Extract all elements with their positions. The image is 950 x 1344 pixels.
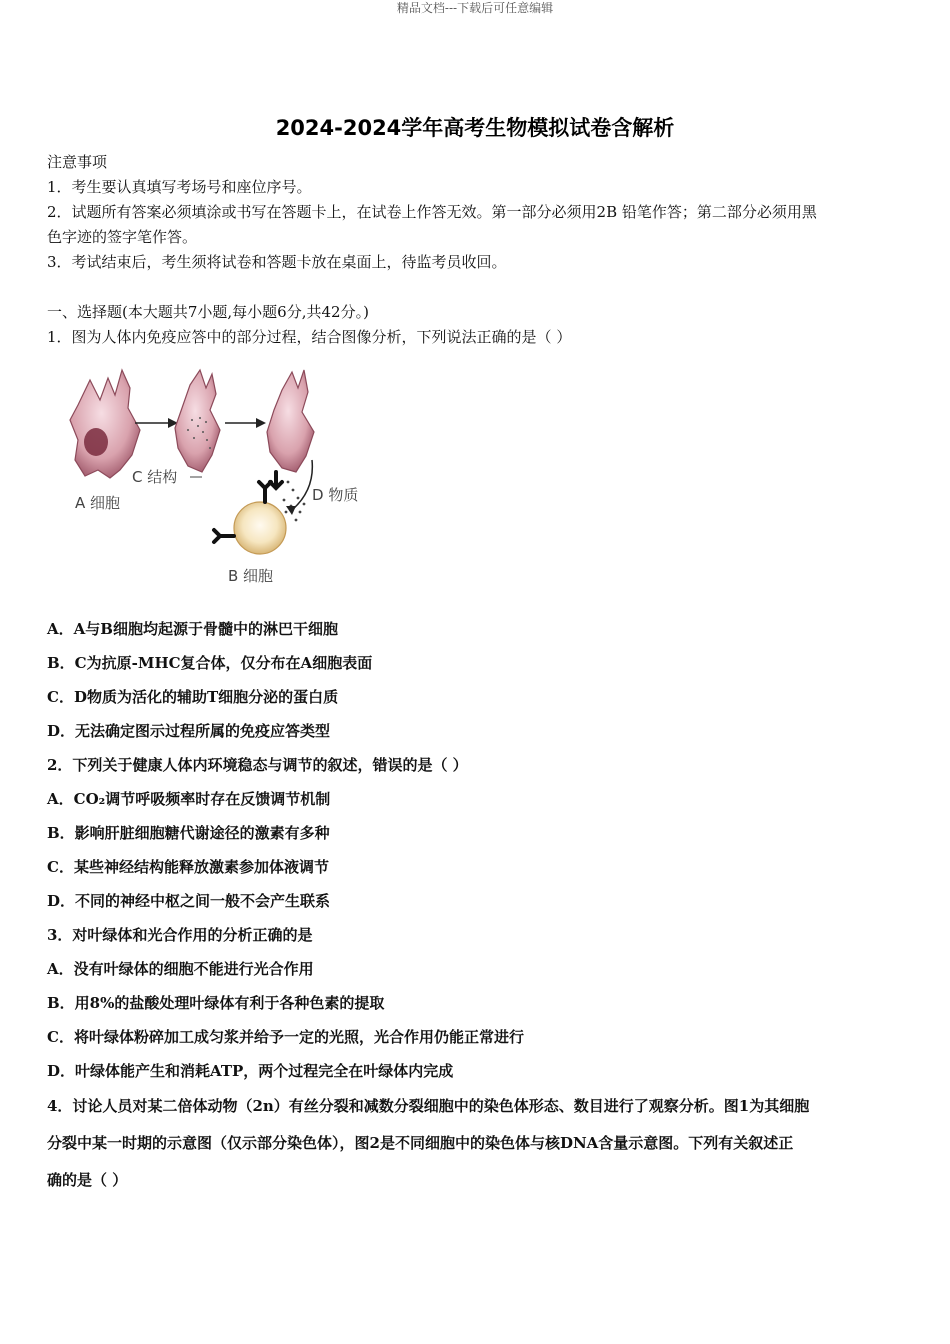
cell-b-shape: [234, 502, 286, 554]
receptor-b-top: [259, 482, 271, 502]
notice-item-2: 2．试题所有答案必须填涂或书写在答题卡上，在试卷上作答无效。第一部分必须用2B 铅笔作答；第二部分必须用黑: [47, 203, 817, 221]
q2-option-c: C．某些神经结构能释放激素参加体液调节: [47, 858, 329, 876]
q3-stem: 3．对叶绿体和光合作用的分析正确的是: [47, 926, 313, 944]
q3-option-b: B．用8%的盐酸处理叶绿体有利于各种色素的提取: [47, 994, 385, 1012]
cell-a-right-shape: [267, 370, 314, 472]
q2-stem: 2．下列关于健康人体内环境稳态与调节的叙述，错误的是（ ）: [47, 756, 468, 774]
q2-option-d: D．不同的神经中枢之间一般不会产生联系: [47, 892, 331, 910]
q4-stem-line-2: 分裂中某一时期的示意图（仅示部分染色体），图2是不同细胞中的染色体与核DNA含量示意图。下列有关叙述正: [47, 1134, 794, 1152]
section-heading: 一、选择题(本大题共7小题,每小题6分,共42分。): [47, 303, 369, 321]
label-b-cell: B 细胞: [228, 567, 274, 585]
label-a-cell: A 细胞: [75, 494, 121, 512]
q1-option-c: C．D物质为活化的辅助T细胞分泌的蛋白质: [47, 688, 339, 706]
q3-option-a: A．没有叶绿体的细胞不能进行光合作用: [47, 960, 314, 978]
receptor-c: [270, 472, 282, 488]
notice-item-2-cont: 色字迹的签字笔作答。: [47, 228, 198, 246]
q1-stem: 1．图为人体内免疫应答中的部分过程，结合图像分析，下列说法正确的是（ ）: [47, 328, 572, 346]
cell-a-nucleus: [84, 428, 108, 456]
q3-option-c: C．将叶绿体粉碎加工成匀浆并给予一定的光照，光合作用仍能正常进行: [47, 1028, 524, 1046]
q3-option-d: D．叶绿体能产生和消耗ATP，两个过程完全在叶绿体内完成: [47, 1062, 454, 1080]
header-note: 精品文档---下载后可任意编辑: [396, 1, 554, 15]
page-title: 2024-2024学年高考生物模拟试卷含解析: [275, 116, 675, 140]
q1-option-a: A．A与B细胞均起源于骨髓中的淋巴干细胞: [47, 620, 338, 638]
substance-d-dots: [283, 481, 306, 522]
label-c-structure: C 结构: [132, 468, 178, 486]
receptor-b-left: [214, 530, 234, 542]
notice-item-1: 1．考生要认真填写考场号和座位序号。: [47, 178, 312, 196]
cell-a-shape: [70, 370, 140, 478]
substance-d-arrow-head: [286, 506, 296, 515]
q2-option-b: B．影响肝脏细胞糖代谢途径的激素有多种: [47, 824, 330, 842]
q4-stem-line-3: 确的是（ ）: [47, 1171, 128, 1189]
q1-option-b: B．C为抗原-MHC复合体，仅分布在A细胞表面: [47, 654, 373, 672]
label-d-substance: D 物质: [312, 486, 359, 504]
notice-item-3: 3．考试结束后，考生须将试卷和答题卡放在桌面上，待监考员收回。: [47, 253, 507, 271]
figure-svg: [60, 360, 380, 592]
immune-response-figure: [60, 360, 380, 592]
cell-a-middle-shape: [175, 370, 220, 472]
arrow-2-head: [256, 418, 266, 428]
q4-stem-line-1: 4．讨论人员对某二倍体动物（2n）有丝分裂和减数分裂细胞中的染色体形态、数目进行了观察分析。图1为其细胞: [47, 1097, 810, 1115]
q2-option-a: A．CO₂调节呼吸频率时存在反馈调节机制: [47, 790, 331, 808]
notice-heading: 注意事项: [47, 153, 108, 171]
q1-option-d: D．无法确定图示过程所属的免疫应答类型: [47, 722, 331, 740]
